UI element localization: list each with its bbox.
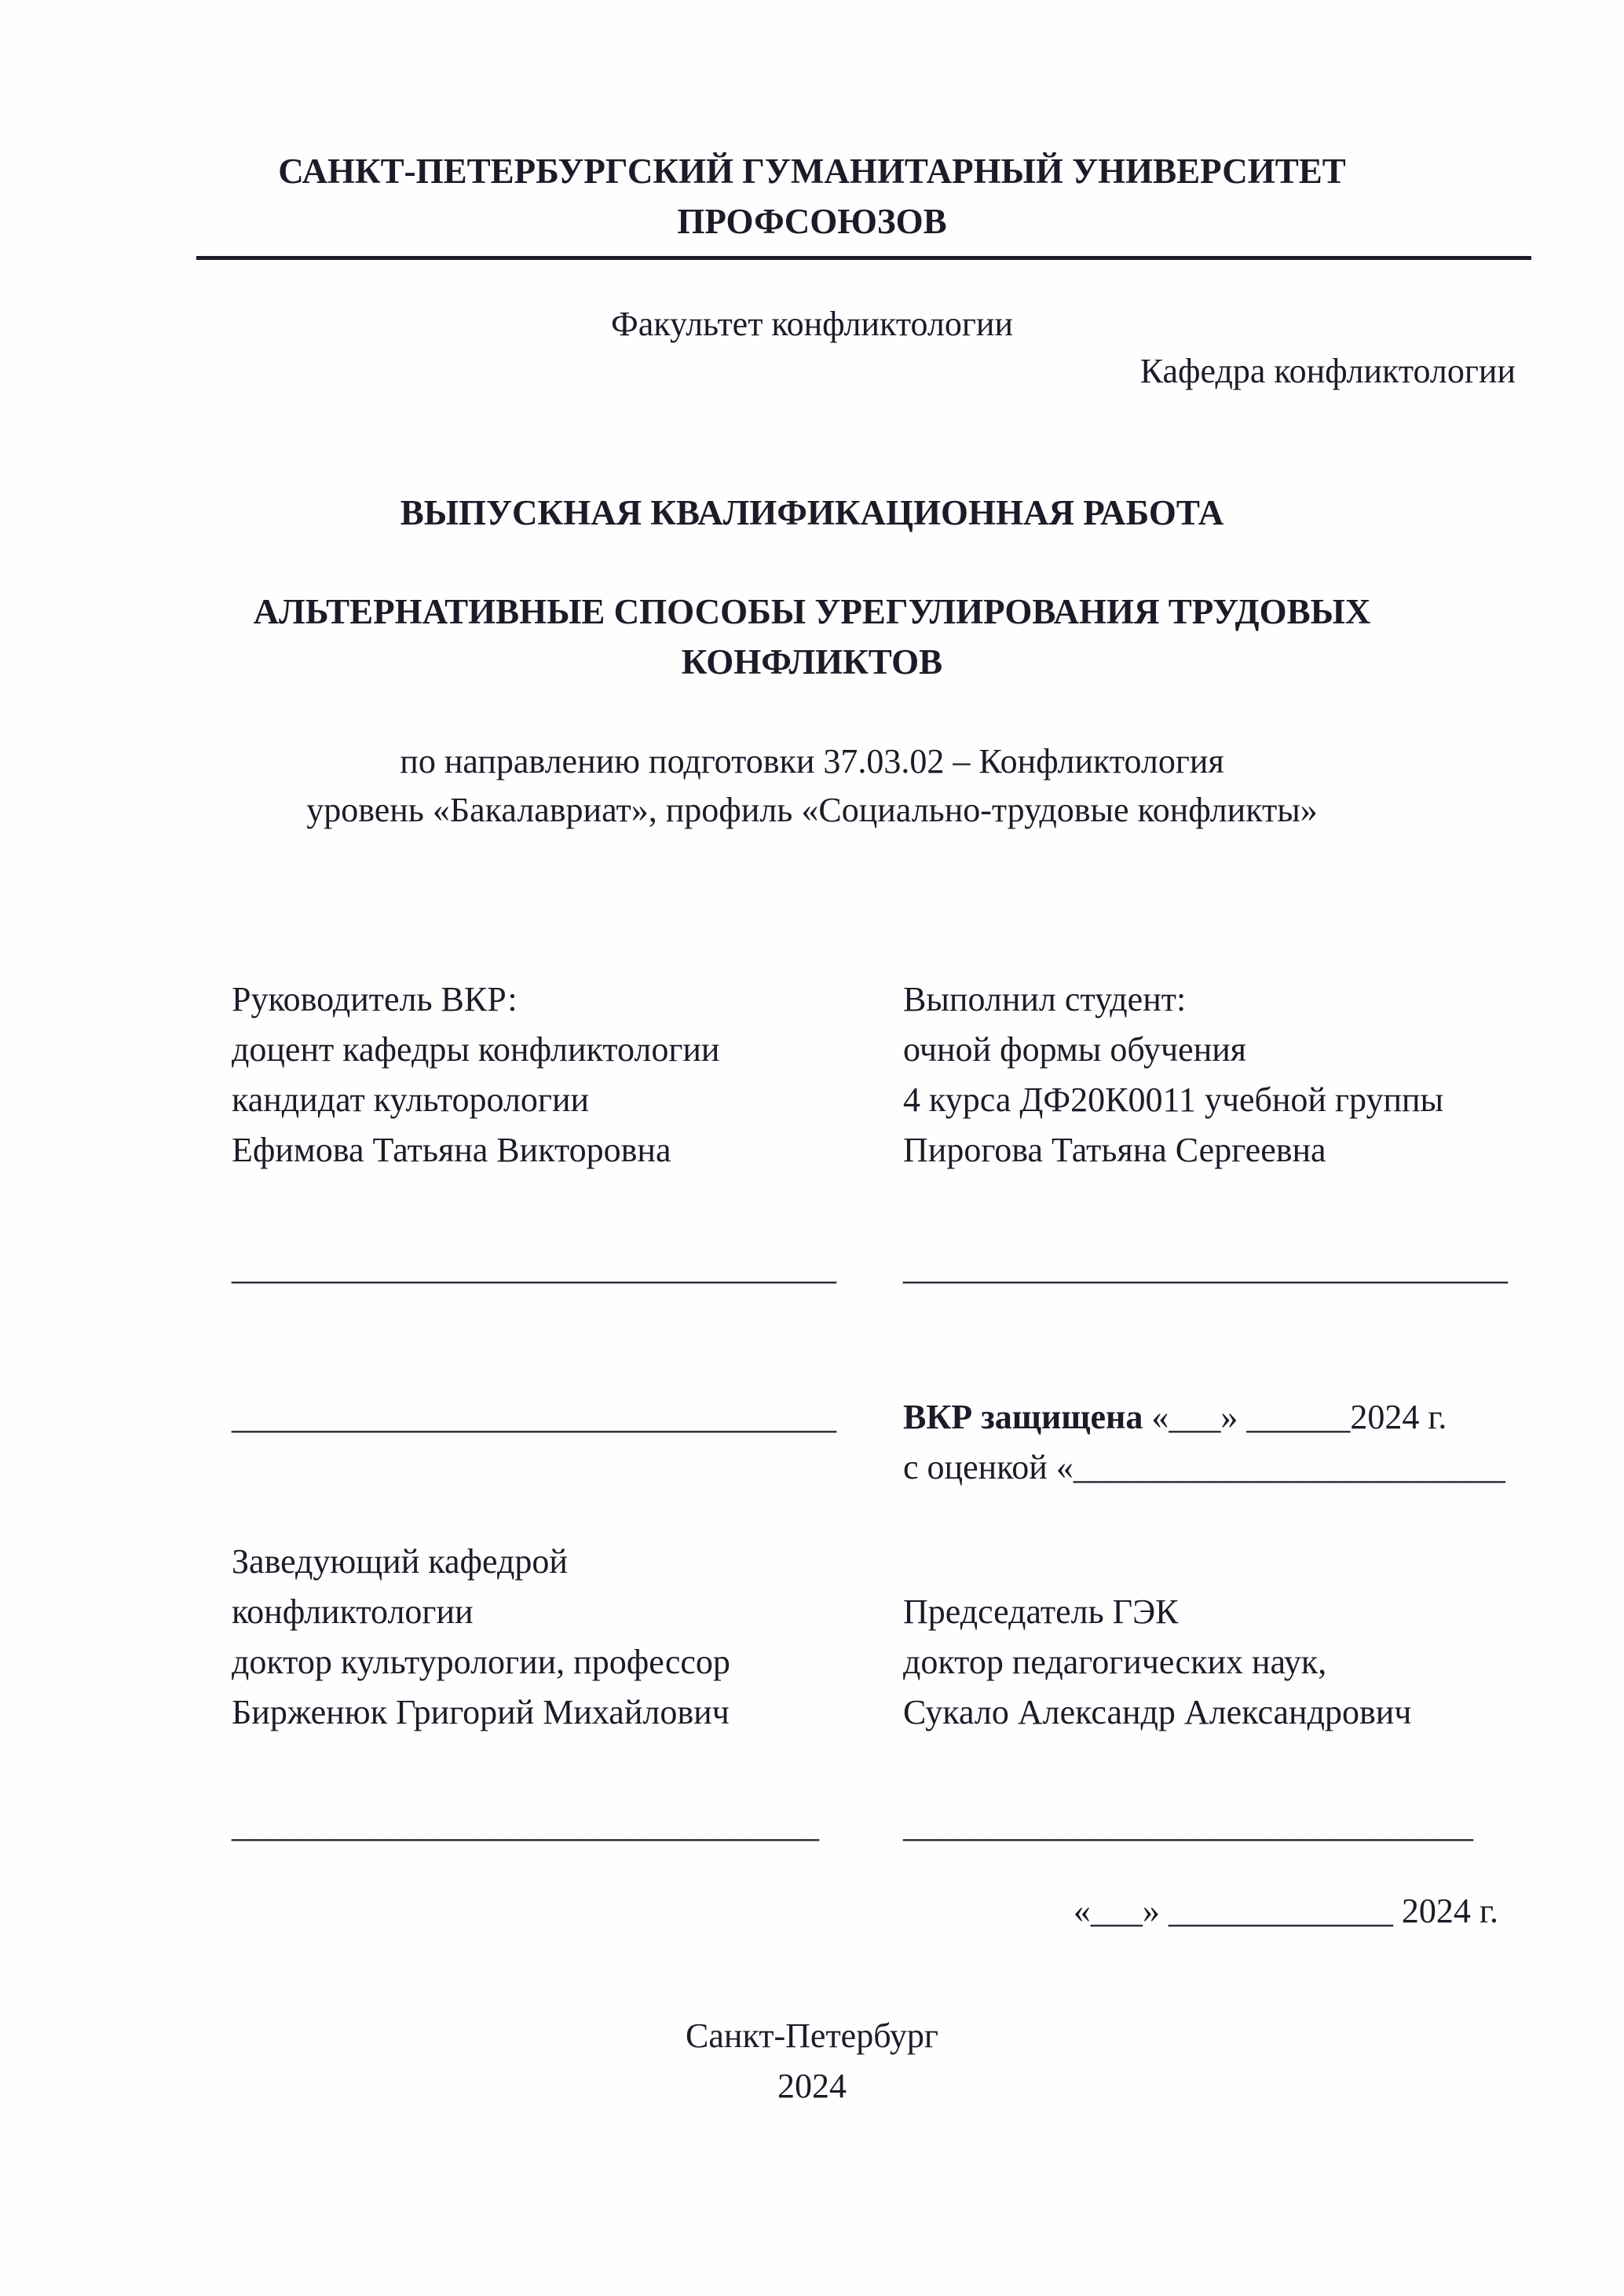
footer-year: 2024 — [777, 2067, 847, 2105]
supervisor-student-block — [0, 974, 1624, 1175]
university-header — [0, 146, 1624, 247]
student-study-form: очной формы обучения — [903, 1030, 1247, 1069]
defense-grade-line: с оценкой «_________________________ — [903, 1448, 1505, 1486]
work-type-heading: ВЫПУСКНАЯ КВАЛИФИКАЦИОННАЯ РАБОТА — [400, 493, 1224, 532]
student-info — [903, 974, 1518, 1175]
faculty-line: Факультет конфликтологии — [610, 305, 1013, 343]
final-date: «___» _____________ 2024 г. — [1073, 1892, 1498, 1930]
chairman-spacer-line — [903, 1537, 1518, 1587]
supervisor-info — [232, 974, 903, 1175]
chairman-degree: доктор педагогических наук, — [903, 1643, 1327, 1681]
department-head-degree: доктор культурологии, профессор — [232, 1643, 730, 1681]
program-direction: по направлению подготовки 37.03.02 – Конфликтология — [400, 742, 1224, 781]
department-head-info — [232, 1537, 903, 1738]
defense-info — [903, 1392, 1518, 1493]
chairman-role: Председатель ГЭК — [903, 1592, 1179, 1631]
defense-block — [0, 1392, 1624, 1493]
student-name: Пирогова Татьяна Сергеевна — [903, 1131, 1326, 1169]
department-line: Кафедра конфликтологии — [1139, 352, 1516, 390]
thesis-title — [0, 587, 1624, 687]
department-head-role-line2: конфликтологии — [232, 1592, 474, 1631]
chairman-name: Сукало Александр Александрович — [903, 1693, 1412, 1731]
supervisor-name: Ефимова Татьяна Викторовна — [232, 1131, 671, 1169]
chairman-signature-line: _________________________________ — [903, 1806, 1473, 1844]
student-role: Выполнил студент: — [903, 980, 1187, 1018]
thesis-title-line2: КОНФЛИКТОВ — [681, 642, 943, 682]
university-name-line1: САНКТ-ПЕТЕРБУРГСКИЙ ГУМАНИТАРНЫЙ УНИВЕРСИТЕТ — [278, 152, 1346, 191]
final-date-spacer — [232, 1886, 903, 1936]
department-head-name: Бирженюк Григорий Михайлович — [232, 1693, 730, 1731]
head-signature-line-lower: __________________________________ — [232, 1806, 819, 1844]
defense-status-date: «___» ______2024 г. — [1143, 1398, 1447, 1436]
department-head-role-line1: Заведующий кафедрой — [232, 1542, 568, 1581]
supervisor-signature-line: ___________________________________ — [232, 1249, 836, 1287]
supervisor-role: Руководитель ВКР: — [232, 980, 518, 1018]
defense-status-line — [903, 1392, 1518, 1442]
thesis-title-line1: АЛЬТЕРНАТИВНЫЕ СПОСОБЫ УРЕГУЛИРОВАНИЯ ТРУДОВЫХ — [253, 592, 1371, 631]
student-group: 4 курса ДФ20К0011 учебной группы — [903, 1080, 1444, 1119]
chairman-info — [903, 1537, 1518, 1738]
header-divider — [196, 256, 1531, 260]
footer — [0, 2011, 1624, 2111]
program-info — [0, 737, 1624, 835]
defense-status-label: ВКР защищена — [903, 1398, 1143, 1436]
student-signature-line: ___________________________________ — [903, 1249, 1508, 1287]
university-name-line2: ПРОФСОЮЗОВ — [677, 202, 947, 241]
program-level: уровень «Бакалавриат», профиль «Социально-трудовые конфликты» — [306, 791, 1318, 829]
head-signature-line-upper: ___________________________________ — [232, 1398, 836, 1436]
head-chairman-block — [0, 1537, 1624, 1738]
footer-city: Санкт-Петербург — [686, 2016, 938, 2055]
signature-row-2 — [0, 1801, 1624, 1851]
supervisor-degree: кандидат культорологии — [232, 1080, 590, 1119]
final-date-row — [0, 1886, 1624, 1936]
signature-row-1 — [0, 1243, 1624, 1293]
supervisor-position: доцент кафедры конфликтологии — [232, 1030, 720, 1069]
